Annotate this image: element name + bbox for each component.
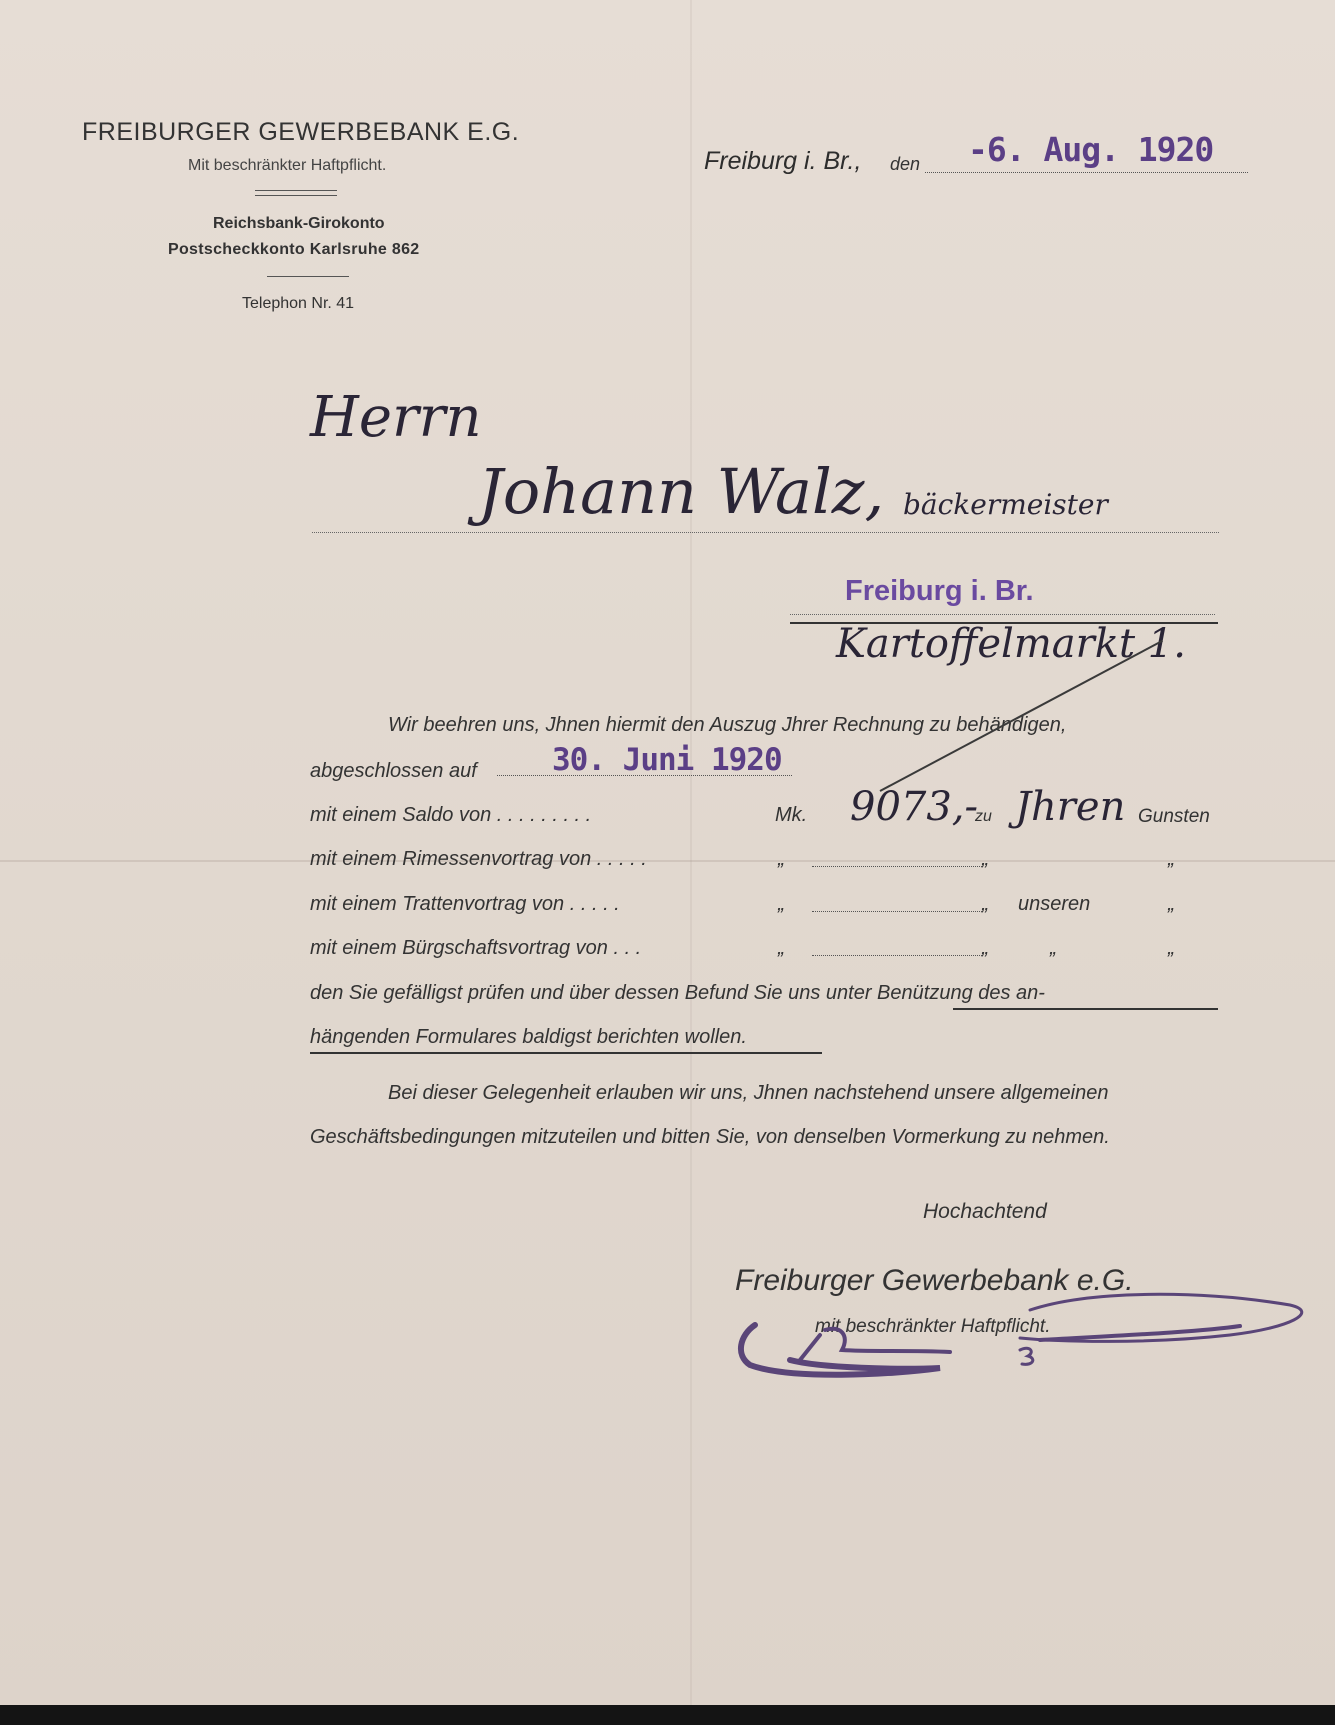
address-rule-1	[312, 532, 1219, 533]
buergschaft-label: mit einem Bürgschaftsvortrag von . . .	[310, 937, 642, 959]
recipient-city-stamp: Freiburg i. Br.	[845, 575, 1034, 607]
fold-crease-vertical	[690, 0, 692, 1725]
dateline-den: den	[890, 154, 921, 174]
rimessen-dotted-rule	[812, 866, 982, 867]
fold-crease-horizontal	[0, 860, 1335, 862]
scan-bottom-edge	[0, 1705, 1335, 1725]
tratten-ditto-3: „	[1168, 893, 1175, 915]
letterhead-postscheck: Postscheckkonto Karlsruhe 862	[168, 241, 420, 258]
letterhead-divider-2	[267, 276, 349, 277]
buergschaft-ditto-2: „	[982, 937, 989, 959]
closed-date-stamp: 30. Juni 1920	[552, 742, 782, 778]
letterhead-subtitle: Mit beschränkter Haftpflicht.	[188, 157, 387, 174]
dateline-dotted-rule	[925, 172, 1248, 173]
body-line-check-1: den Sie gefälligst prüfen und über dessen Befund Sie uns unter Benützung des an-	[310, 982, 1045, 1004]
buergschaft-ditto-3: „	[1050, 937, 1057, 959]
rimessen-ditto-3: „	[1168, 848, 1175, 870]
saldo-gunsten: Gunsten	[1138, 806, 1210, 827]
tratten-ditto-1: „	[778, 893, 785, 915]
rimessen-ditto-1: „	[778, 848, 785, 870]
closing-bank-subtitle: mit beschränkter Haftpflicht.	[815, 1316, 1051, 1337]
buergschaft-ditto-1: „	[778, 937, 785, 959]
underline-formulares	[310, 1052, 822, 1054]
letterhead-phone: Telephon Nr. 41	[242, 295, 355, 312]
body-para2-line-2: Geschäftsbedingungen mitzuteilen und bitten Sie, von denselben Vormerkung zu nehmen.	[310, 1126, 1110, 1148]
saldo-zu: zu	[975, 808, 992, 825]
handwritten-signature	[730, 1280, 1320, 1390]
letterhead-bank-name: FREIBURGER GEWERBEBANK E.G.	[82, 118, 520, 146]
underline-benuetzung	[953, 1008, 1218, 1010]
tratten-unseren: unseren	[1018, 893, 1091, 915]
recipient-salutation: Herrn	[310, 385, 482, 450]
saldo-amount: 9073,-	[850, 784, 979, 830]
buergschaft-dotted-rule	[812, 955, 982, 956]
saldo-label: mit einem Saldo von . . . . . . . . .	[310, 804, 592, 826]
closed-label: abgeschlossen auf	[310, 760, 477, 782]
date-stamp: -6. Aug. 1920	[968, 130, 1214, 169]
address-rule-2	[790, 614, 1215, 615]
recipient-name: Johann Walz,	[478, 455, 885, 528]
saldo-ihren: Jhren	[1015, 784, 1126, 830]
body-line-check-2: hängenden Formulares baldigst berichten wollen.	[310, 1026, 747, 1048]
recipient-occupation: bäckermeister	[903, 488, 1108, 521]
letterhead-giro: Reichsbank-Girokonto	[213, 215, 385, 232]
dateline-place: Freiburg i. Br.,	[704, 147, 862, 175]
letterhead-divider	[255, 190, 337, 196]
tratten-ditto-2: „	[982, 893, 989, 915]
closing-bank-name: Freiburger Gewerbebank e.G.	[735, 1264, 1134, 1297]
rimessen-ditto-2: „	[982, 848, 989, 870]
rimessen-label: mit einem Rimessenvortrag von . . . . .	[310, 848, 647, 870]
recipient-street: Kartoffelmarkt 1.	[836, 621, 1186, 667]
saldo-mk: Mk.	[775, 804, 808, 826]
body-line-intro: Wir beehren uns, Jhnen hiermit den Auszug Jhrer Rechnung zu behändigen,	[388, 714, 1067, 736]
tratten-dotted-rule	[812, 911, 982, 912]
buergschaft-ditto-4: „	[1168, 937, 1175, 959]
tratten-label: mit einem Trattenvortrag von . . . . .	[310, 893, 620, 915]
closing-greeting: Hochachtend	[923, 1200, 1047, 1223]
body-para2-line-1: Bei dieser Gelegenheit erlauben wir uns, Jhnen nachstehend unsere allgemeinen	[388, 1082, 1109, 1104]
